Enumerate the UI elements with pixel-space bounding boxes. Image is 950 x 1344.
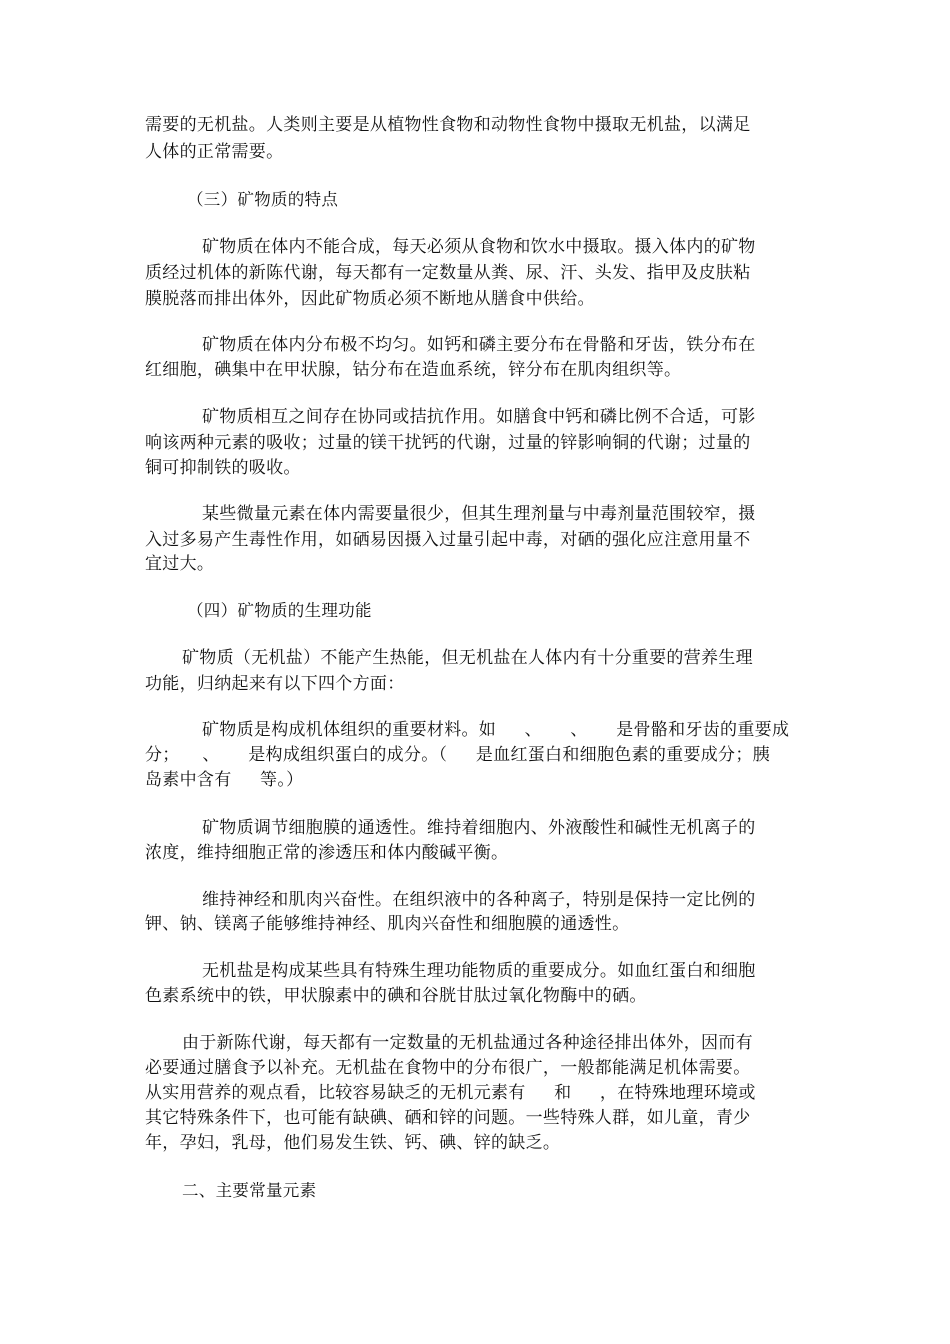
paragraph-line: 入过多易产生毒性作用，如硒易因摄入过量引起中毒，对硒的强化应注意用量不 bbox=[145, 530, 751, 550]
paragraph-line: 矿物质是构成机体组织的重要材料。如 、 、 是骨骼和牙齿的重要成 bbox=[202, 720, 790, 740]
paragraph-line: 矿物质在体内分布极不均匀。如钙和磷主要分布在骨骼和牙齿，铁分布在 bbox=[202, 335, 756, 355]
paragraph-line: 无机盐是构成某些具有特殊生理功能物质的重要成分。如血红蛋白和细胞 bbox=[202, 961, 756, 981]
paragraph-line: 红细胞，碘集中在甲状腺，钴分布在造血系统，锌分布在肌肉组织等。 bbox=[145, 360, 682, 380]
paragraph-line: 铜可抑制铁的吸收。 bbox=[145, 458, 301, 478]
paragraph-line: 色素系统中的铁，甲状腺素中的碘和谷胱甘肽过氧化物酶中的硒。 bbox=[145, 986, 647, 1006]
paragraph-line: 分； 、 是构成组织蛋白的成分。（ 是血红蛋白和细胞色素的重要成分；胰 bbox=[145, 745, 770, 765]
paragraph-line: 矿物质在体内不能合成，每天必须从食物和饮水中摄取。摄入体内的矿物 bbox=[202, 237, 756, 257]
paragraph-line: 膜脱落而排出体外，因此矿物质必须不断地从膳食中供给。 bbox=[145, 289, 595, 309]
paragraph-line: 钾、钠、镁离子能够维持神经、肌肉兴奋性和细胞膜的通透性。 bbox=[145, 914, 630, 934]
paragraph-line: 必要通过膳食予以补充。无机盐在食物中的分布很广，一般都能满足机体需要。 bbox=[145, 1058, 751, 1078]
paragraph-line: 其它特殊条件下，也可能有缺碘、硒和锌的问题。一些特殊人群，如儿童，青少 bbox=[145, 1108, 751, 1128]
paragraph-line: 矿物质（无机盐）不能产生热能，但无机盐在人体内有十分重要的营养生理 bbox=[182, 648, 753, 668]
paragraph-line: 质经过机体的新陈代谢，每天都有一定数量从粪、尿、汗、头发、指甲及皮肤粘 bbox=[145, 263, 751, 283]
paragraph-line: 由于新陈代谢，每天都有一定数量的无机盐通过各种途径排出体外，因而有 bbox=[182, 1033, 753, 1053]
paragraph-line: 维持神经和肌肉兴奋性。在组织液中的各种离子，特别是保持一定比例的 bbox=[202, 890, 756, 910]
section-heading-2: 二、主要常量元素 bbox=[182, 1181, 317, 1200]
paragraph-line: 功能，归纳起来有以下四个方面： bbox=[145, 674, 405, 694]
section-heading-4: （四）矿物质的生理功能 bbox=[187, 601, 372, 620]
paragraph-line: 浓度，维持细胞正常的渗透压和体内酸碱平衡。 bbox=[145, 843, 509, 863]
paragraph-line: 岛素中含有 等。） bbox=[145, 770, 304, 790]
paragraph-line: 人体的正常需要。 bbox=[145, 142, 284, 162]
section-heading-3: （三）矿物质的特点 bbox=[187, 190, 339, 209]
paragraph-line: 矿物质调节细胞膜的通透性。维持着细胞内、外液酸性和碱性无机离子的 bbox=[202, 818, 756, 838]
paragraph-line: 响该两种元素的吸收；过量的镁干扰钙的代谢，过量的锌影响铜的代谢；过量的 bbox=[145, 433, 751, 453]
paragraph-line: 宜过大。 bbox=[145, 554, 215, 574]
paragraph-line: 年，孕妇，乳母，他们易发生铁、钙、碘、锌的缺乏。 bbox=[145, 1133, 561, 1153]
paragraph-line: 从实用营养的观点看，比较容易缺乏的无机元素有 和 ，在特殊地理环境或 bbox=[145, 1083, 756, 1103]
paragraph-line: 需要的无机盐。人类则主要是从植物性食物和动物性食物中摄取无机盐，以满足 bbox=[145, 115, 751, 135]
paragraph-line: 矿物质相互之间存在协同或拮抗作用。如膳食中钙和磷比例不合适，可影 bbox=[202, 407, 756, 427]
paragraph-line: 某些微量元素在体内需要量很少，但其生理剂量与中毒剂量范围较窄，摄 bbox=[202, 504, 756, 524]
